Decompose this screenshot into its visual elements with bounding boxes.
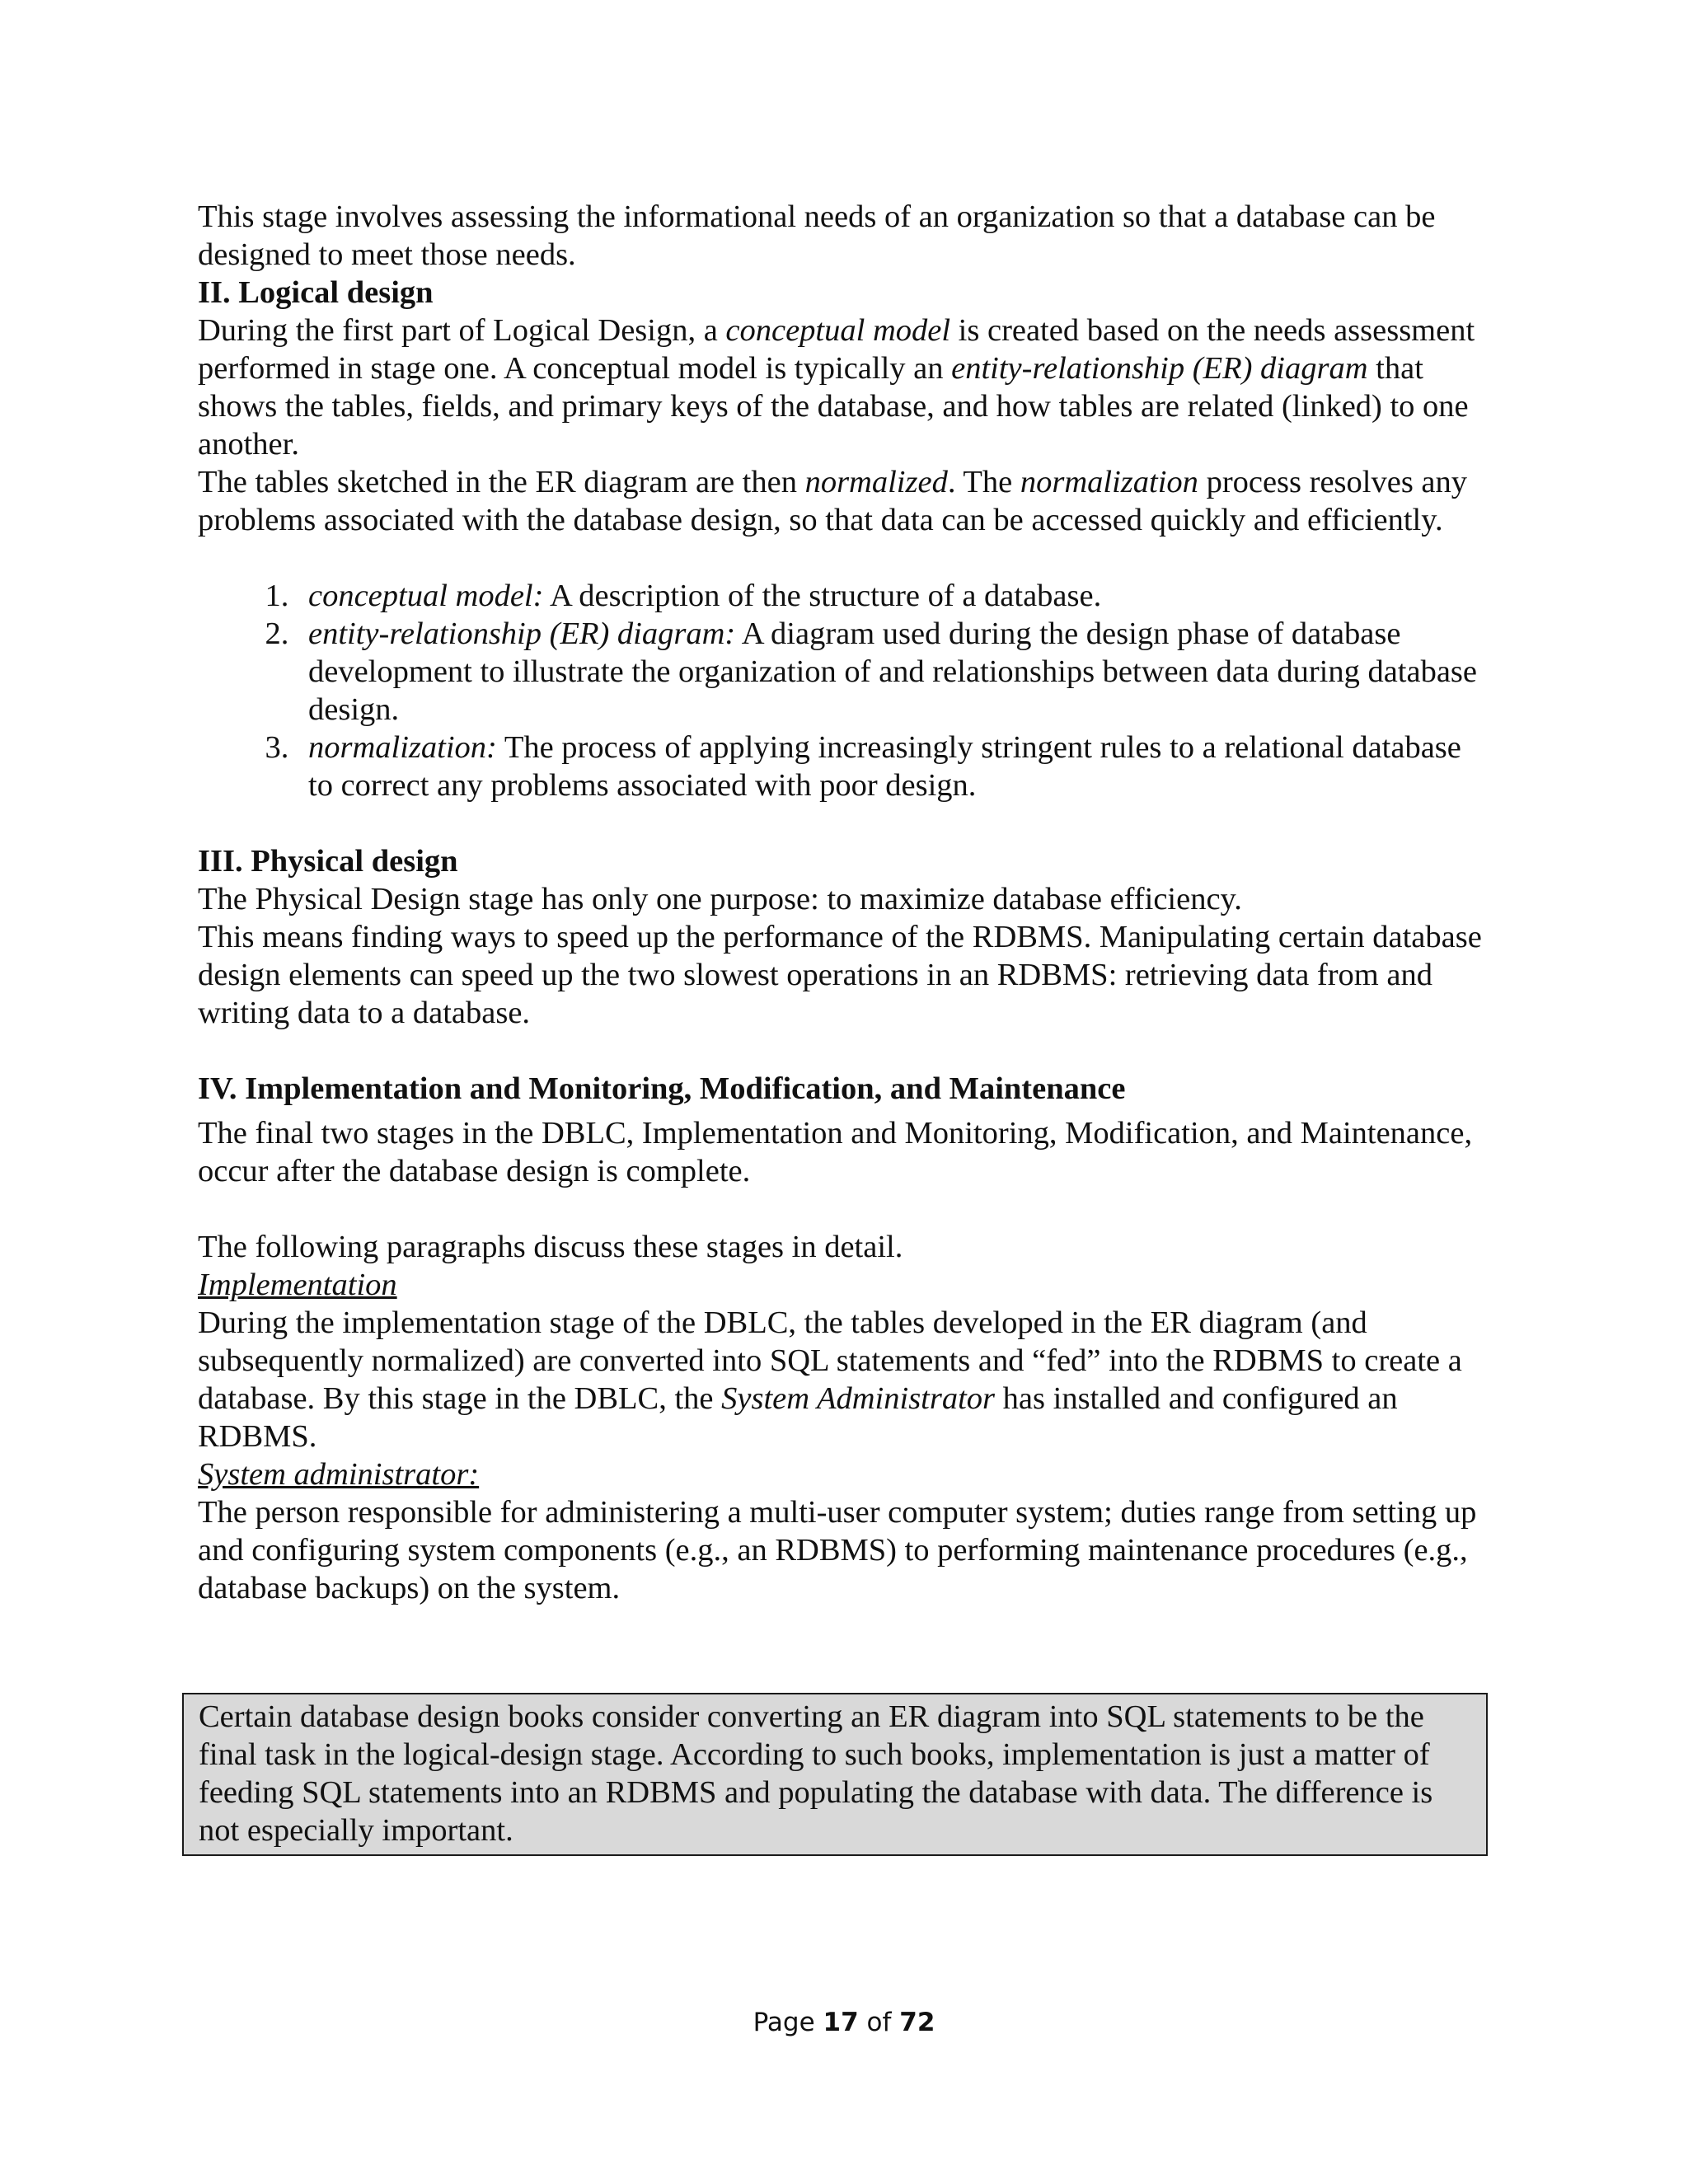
page-number: 17 — [823, 2008, 859, 2037]
physical-paragraph-2: This means finding ways to speed up the performance of the RDBMS. Manipulating certain database design elements can speed up the two slowest operations in an RDBMS: retrieving data from and writing data to a database. — [198, 920, 1482, 1030]
implementation-paragraph-3: During the implementation stage of the DBLC, the tables developed in the ER diagram (and subsequently normalized) are converted into SQL statements and “fed” into the RDBMS to create a database. By this stage in the DBLC, the System Administrator has installed and configured an RDBMS. — [198, 1305, 1462, 1454]
term-system-administrator: System Administrator — [721, 1381, 996, 1416]
term-er-diagram: entity-relationship (ER) diagram — [951, 351, 1368, 386]
definition-item: 3. normalization: The process of applying increasingly stringent rules to a relational database to correct any problems associated with poor design. — [297, 729, 1492, 804]
implementation-paragraph-2: The following paragraphs discuss these stages in detail. — [198, 1230, 903, 1264]
implementation-subheading: Implementation — [198, 1268, 397, 1302]
logical-paragraph-1: During the first part of Logical Design, a conceptual model is created based on the needs assessment performed in stage one. A conceptual model is typically an entity-relationship (ER) diagram that shows the tables, fields, and primary keys of the database, and how tables are related (linked) to one another. — [198, 313, 1475, 462]
definition-item: 1. conceptual model: A description of the structure of a database. — [297, 577, 1492, 615]
page-label: Page — [753, 2008, 823, 2037]
system-administrator-subheading: System administrator: — [198, 1457, 480, 1492]
physical-design-heading: III. Physical design — [198, 844, 458, 879]
physical-paragraph-1: The Physical Design stage has only one purpose: to maximize database efficiency. — [198, 882, 1242, 916]
intro-paragraph: This stage involves assessing the informational needs of an organization so that a database can be designed to meet those needs. — [198, 199, 1436, 272]
total-pages: 72 — [899, 2008, 935, 2037]
implementation-heading: IV. Implementation and Monitoring, Modification, and Maintenance — [198, 1071, 1126, 1106]
system-administrator-definition: The person responsible for administering a multi-user computer system; duties range from setting up and configuring system components (e.g., an RDBMS) to performing maintenance procedures (e.g., database backups) on the system. — [198, 1495, 1477, 1605]
term-conceptual-model: conceptual model — [725, 313, 951, 348]
page-body — [198, 198, 1492, 1607]
definition-item: 2. entity-relationship (ER) diagram: A diagram used during the design phase of database development to illustrate the organization of and relationships between data during database design. — [297, 615, 1492, 729]
logical-paragraph-2: The tables sketched in the ER diagram are then normalized. The normalization process resolves any problems associated with the database design, so that data can be accessed quickly and efficiently. — [198, 465, 1468, 537]
of-label: of — [858, 2008, 900, 2037]
definitions-list — [198, 577, 1492, 804]
page-footer — [0, 2008, 1688, 2037]
note-box — [182, 1693, 1488, 1856]
term-normalized: normalized — [804, 465, 948, 499]
logical-design-heading: II. Logical design — [198, 275, 434, 310]
note-text: Certain database design books consider converting an ER diagram into SQL statements to be the final task in the logical-design stage. According to such books, implementation is just a matter of feeding SQL statements into an RDBMS and populating the database with data. The difference is not especially important. — [199, 1699, 1433, 1848]
term-normalization: normalization — [1020, 465, 1198, 499]
implementation-paragraph-1: The final two stages in the DBLC, Implementation and Monitoring, Modification, and Maintenance, occur after the database design is complete. — [198, 1116, 1473, 1188]
